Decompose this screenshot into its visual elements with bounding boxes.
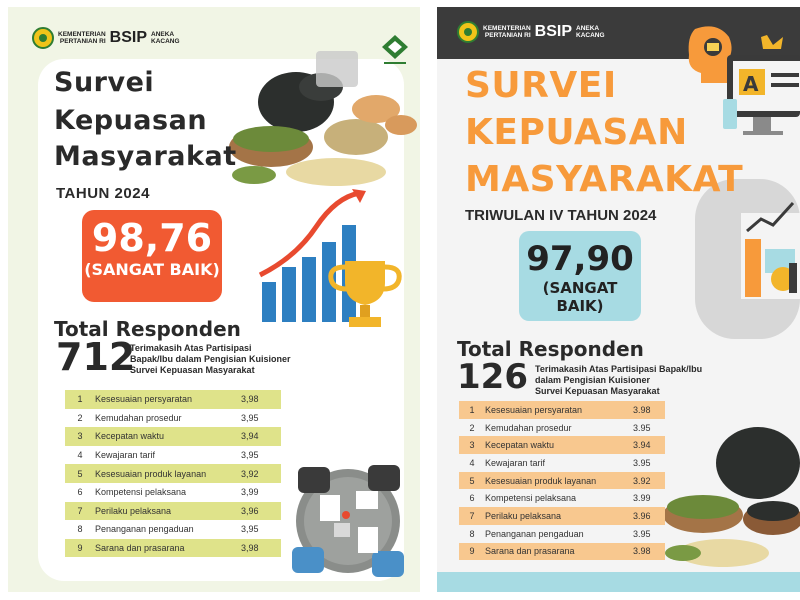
title-line-3: MASYARAKAT <box>465 159 744 200</box>
logo-sub-line-2: KACANG <box>151 38 180 45</box>
row-score: 3,92 <box>241 468 259 479</box>
row-score: 3,98 <box>241 394 259 405</box>
row-number: 8 <box>77 524 83 535</box>
row-number: 1 <box>469 404 475 415</box>
leaf-logo-icon <box>380 33 410 67</box>
row-indicator: Kesesuaian persyaratan <box>485 404 583 415</box>
thanks-message <box>130 343 320 376</box>
row-indicator: Sarana dan prasarana <box>95 543 185 554</box>
row-indicator: Kesesuaian persyaratan <box>95 394 193 405</box>
score-badge <box>519 231 641 321</box>
logo-sub-line-1: ANEKA <box>576 25 600 32</box>
row-indicator: Kecepatan waktu <box>485 440 555 451</box>
right-poster <box>437 7 800 592</box>
row-score: 3.95 <box>633 422 651 433</box>
table-row <box>459 543 665 561</box>
logo-sub-line-1: ANEKA <box>151 31 175 38</box>
meeting-table-icon <box>276 451 420 591</box>
row-number: 5 <box>469 475 475 486</box>
row-number: 9 <box>469 546 475 557</box>
logo-org-line-1: KEMENTERIAN <box>58 31 106 38</box>
row-number: 9 <box>77 543 83 554</box>
service-score-table <box>459 401 665 560</box>
table-row <box>65 502 281 521</box>
analytics-tablet-icon <box>695 179 800 339</box>
total-respondents-heading: Total Responden <box>457 337 644 361</box>
logo-sub-line-2: KACANG <box>576 32 605 39</box>
thanks-line-2: Bapak/Ibu dalam Pengisian Kuisioner <box>130 354 291 364</box>
ministry-emblem-icon <box>457 21 479 43</box>
thanks-line-3: Survei Kepuasan Masyarakat <box>130 365 255 375</box>
row-indicator: Kesesuaian produk layanan <box>485 475 597 486</box>
thanks-line-2: dalam Pengisian Kuisioner <box>535 375 651 385</box>
row-number: 4 <box>469 457 475 468</box>
row-score: 3,95 <box>241 450 259 461</box>
survey-year: TAHUN 2024 <box>56 185 150 202</box>
table-row <box>459 401 665 419</box>
total-respondents-heading: Total Responden <box>54 317 241 341</box>
table-row <box>459 489 665 507</box>
row-score: 3.94 <box>633 440 651 451</box>
row-indicator: Kewajaran tarif <box>95 450 156 461</box>
row-indicator: Kompetensi pelaksana <box>485 493 577 504</box>
score-badge <box>82 210 222 302</box>
total-respondents-number: 712 <box>56 335 136 379</box>
row-number: 7 <box>77 505 83 516</box>
row-score: 3,98 <box>241 543 259 554</box>
thanks-line-3: Survei Kepuasan Masyarakat <box>535 386 660 396</box>
table-row <box>65 409 281 428</box>
table-row <box>65 427 281 446</box>
row-number: 3 <box>469 440 475 451</box>
row-number: 4 <box>77 450 83 461</box>
title-line-3: Masyarakat <box>54 141 237 172</box>
row-number: 8 <box>469 528 475 539</box>
table-row <box>459 419 665 437</box>
ministry-emblem-icon <box>32 27 54 49</box>
row-number: 1 <box>77 394 83 405</box>
row-indicator: Kesesuaian produk layanan <box>95 468 207 479</box>
row-indicator: Kecepatan waktu <box>95 431 165 442</box>
row-indicator: Perilaku pelaksana <box>485 510 562 521</box>
title-line-2: Kepuasan <box>54 105 208 136</box>
logo-brand: BSIP <box>534 23 573 40</box>
score-label: (SANGAT BAIK) <box>84 260 220 279</box>
row-score: 3.95 <box>633 457 651 468</box>
table-row <box>459 472 665 490</box>
logo-org-line-1: KEMENTERIAN <box>483 25 531 32</box>
score-label: (SANGAT BAIK) <box>542 279 618 315</box>
row-number: 2 <box>77 412 83 423</box>
table-row <box>459 507 665 525</box>
table-row <box>65 520 281 539</box>
logo-sub-text <box>151 31 180 45</box>
poster-footer-bar <box>437 572 800 592</box>
row-number: 6 <box>77 487 83 498</box>
logo-org-line-2: PERTANIAN RI <box>484 32 531 39</box>
row-score: 3.96 <box>633 510 651 521</box>
seeds-bowls-icon <box>663 423 800 573</box>
row-score: 3,95 <box>241 524 259 535</box>
row-score: 3,99 <box>241 487 259 498</box>
bsip-logo <box>32 27 180 49</box>
logo-org-text <box>58 31 106 45</box>
score-value: 97,90 <box>526 239 634 279</box>
logo-brand: BSIP <box>109 29 148 46</box>
trophy-icon <box>323 255 407 335</box>
table-row <box>459 436 665 454</box>
row-number: 3 <box>77 431 83 442</box>
thanks-message <box>535 364 735 397</box>
row-number: 5 <box>77 468 83 479</box>
row-number: 6 <box>469 493 475 504</box>
table-row <box>65 446 281 465</box>
row-score: 3,94 <box>241 431 259 442</box>
row-indicator: Penanganan pengaduan <box>485 528 584 539</box>
left-poster <box>8 7 420 592</box>
table-row <box>65 483 281 502</box>
table-row <box>65 390 281 409</box>
row-score: 3.92 <box>633 475 651 486</box>
row-score: 3.98 <box>633 404 651 415</box>
row-indicator: Kewajaran tarif <box>485 457 546 468</box>
row-number: 7 <box>469 510 475 521</box>
survey-period: TRIWULAN IV TAHUN 2024 <box>465 207 657 224</box>
row-score: 3.95 <box>633 528 651 539</box>
table-row <box>459 525 665 543</box>
service-score-table <box>65 390 281 557</box>
svg-text:A: A <box>743 72 759 96</box>
row-indicator: Penanganan pengaduan <box>95 524 194 535</box>
title-line-1: Survei <box>54 67 155 98</box>
bsip-logo <box>457 21 605 43</box>
row-score: 3.99 <box>633 493 651 504</box>
row-indicator: Sarana dan prasarana <box>485 546 575 557</box>
row-indicator: Kemudahan prosedur <box>95 412 182 423</box>
total-respondents-number: 126 <box>457 357 528 397</box>
row-indicator: Kompetensi pelaksana <box>95 487 187 498</box>
title-line-1: SURVEI <box>465 65 617 106</box>
computer-monitor-icon <box>723 29 800 149</box>
row-score: 3,95 <box>241 412 259 423</box>
seeds-bowls-icon <box>226 47 420 197</box>
score-value: 98,76 <box>91 216 213 260</box>
table-row <box>459 454 665 472</box>
row-score: 3.98 <box>633 546 651 557</box>
row-indicator: Kemudahan prosedur <box>485 422 572 433</box>
thanks-line-1: Terimakasih Atas Partisipasi Bapak/Ibu <box>535 364 703 374</box>
row-number: 2 <box>469 422 475 433</box>
table-row <box>65 539 281 558</box>
row-indicator: Perilaku pelaksana <box>95 505 172 516</box>
logo-org-line-2: PERTANIAN RI <box>59 38 106 45</box>
table-row <box>65 464 281 483</box>
logo-sub-text <box>576 25 605 39</box>
thanks-line-1: Terimakasih Atas Partisipasi <box>130 343 252 353</box>
row-score: 3,96 <box>241 505 259 516</box>
title-line-2: KEPUASAN <box>465 112 688 153</box>
logo-org-text <box>483 25 531 39</box>
